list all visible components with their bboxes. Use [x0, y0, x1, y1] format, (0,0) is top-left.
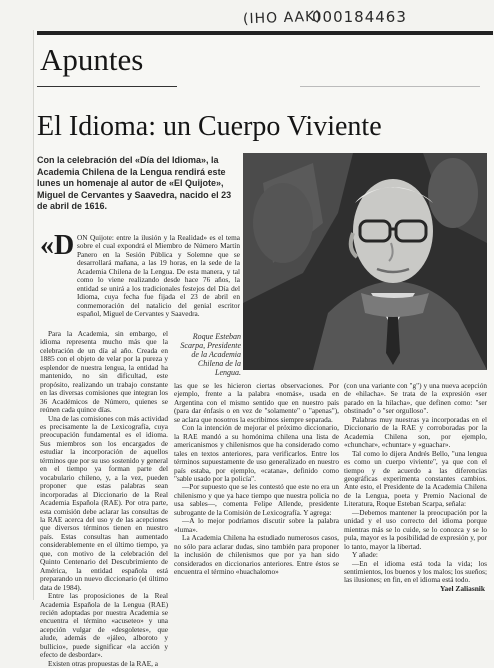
paragraph: La Academia Chilena ha estudiado numerosos casos, no sólo para aclarar dudas, sino también para proponer la inclusión de chilenismos que por ya han sido considerados en diccionarios anteriores. Entre éstos se encuentra el término «huachalomo» [174, 533, 339, 576]
paragraph: Para la Academia, sin embargo, el idioma representa mucho más que la celebración de un día al año. Creada en 1885 con el objeto de velar por la pureza y esplendor de nuestra lengua, la entidad ha mantenido, no sin dificultad, este propósito, realizando un trabajo constante en las diversas comisiones que integran los 36 Académicos de Número, quienes se reúnen cada quince días. [40, 329, 168, 415]
photo-caption: Roque Esteban Scarpa, Presidente de la Academia Chilena de la Lengua. [180, 332, 241, 377]
article-column-1 [40, 329, 168, 668]
paragraph: —En el idioma está toda la vida; los sentimientos, los buenos y los malos; los sueños; las ilusiones; en fin, en el idioma está todo. [344, 558, 487, 585]
handwritten-reference: (IHO AAK) [242, 8, 323, 28]
paragraph: —A lo mejor podríamos discutir sobre la palabra «luma». [174, 516, 339, 534]
kicker-rule [37, 86, 177, 87]
paragraph: Entre las proposiciones de la Real Academia Española de la Lengua (RAE) recién adoptadas por nuestra Academia se encuentra el término «acuseteo» y una acepción vulgar de «desgoletes», que alude, además de «jáleo, alboroto y bullicio», puede significar «la acción y efecto de desbordar». [40, 591, 168, 660]
article-headline: El Idioma: un Cuerpo Viviente [37, 111, 382, 142]
article-byline: Yael Zaliasnik [440, 584, 485, 593]
paragraph: —Debemos mantener la preocupación por la unidad y el uso correcto del idioma porque mientras más se lo cuide, se lo conozca y se lo pula, mayor es la posibilidad de expresión y, por lo tanto, mayor la libertad. [344, 507, 487, 551]
article-column-1-opening [77, 234, 240, 330]
paragraph: Una de las comisiones con más actividad es precisamente la de Lexicografía, cuya preocupación fundamental es el idioma. Sus miembros son los encargados de estudiar la incorporación de aquellos términos que por su uso sostenido y general en el tiempo ya forman parte del vocabulario chileno, y, a la vez, pueden proponer que estas palabras sean incorporadas al Diccionario de la Real Academia Española (RAE). Por otra parte, esta comisión debe aclarar las consultas de la RAE acerca del uso y de las acepciones que diversos términos tienen en nuestro país. Estas consultas han aumentado considerablemente en el último tiempo, ya que, con motivo de la celebración del Quinto Centenario del Descubrimiento de América, la entidad española está preparando un nuevo diccionario (el último data de 1984). [40, 413, 168, 592]
article-column-2 [174, 382, 339, 600]
paragraph: las que se les hicieron ciertas observaciones. Por ejemplo, frente a la palabra «nomás», usada en Argentina con el mismo sentido que en nuestro país (para dar énfasis o en vez de "solamente" o "apenas"), se aclara que nosotros la escribimos siempre separada. [174, 381, 339, 424]
handwritten-catalog-number: 000184463 [312, 8, 407, 26]
section-kicker: Apuntes [40, 42, 144, 77]
drop-cap: «D [40, 230, 75, 261]
paragraph: (con una variante con "g") y una nueva acepción de «hilacha». Se trata de la expresión «ser parado en la hilacha», que definen como: "ser obstinado" o "ser orgulloso". [344, 381, 487, 416]
paragraph: Y añade: [352, 550, 378, 560]
kicker-rule-right [300, 86, 480, 87]
article-lead: Con la celebración del «Día del Idioma», la Academia Chilena de la Lengua rendirá este lunes un homenaje al autor de «El Quijote», Miguel de Cervantes y Saavedra, nacido el 23 de abril de 1616. [37, 155, 232, 212]
paragraph: Tal como lo dijera Andrés Bello, "una lengua es como un cuerpo viviente", ya que con el tiempo y de acuerdo a las diferencias geográficas experimenta constantes cambios. Ante esto, el Presidente de la Academia Chilena de la Lengua, poeta y Premio Nacional de Literatura, Roque Esteban Scarpa, señala: [344, 448, 487, 509]
paragraph: —Por supuesto que se les contestó que este no era un chilenismo y que ya hace tiempo que nuestra policía no usa sables—, comenta Felipe Allende, presidente subrogante de la Comisión de Lexicografía. Y agrega: [174, 482, 339, 517]
paragraph: Existen otras propuestas de la RAE, a [48, 658, 159, 668]
article-column-3 [344, 381, 487, 585]
paragraph: Con la intención de mejorar el próximo diccionario, la RAE mandó a su homónima chilena una lista de americanismos y chilenismos que ha considerado como tales en textos anteriores, para verificarlos. Entre los términos supuestamente de uso generalizado en nuestro país estaba, por ejemplo, «catana», definido como "sable usado por la policía". [174, 423, 339, 483]
paragraph: Palabras muy nuestras ya incorporadas en el Diccionario de la RAE y corroboradas por la Academia Chilena son, por ejemplo, «chunchar», «chuntar» y «guachar». [344, 414, 487, 450]
paragraph: ON Quijote: entre la ilusión y la Realidad» es el tema sobre el cual expondrá el Miembro de Número Martín Panero en la Sesión Pública y Solemne que se desarrollará mañana, a las 19 horas, en la sede de la Academia Chilena de la Lengua. De esta manera, y tal como lo viene realizando desde hace 76 años, la entidad se unirá a los tradicionales festejos del Día del Idioma, cuya fecha fue fijada el 23 de abril en conmemoración del natalicio del genial escritor español, Miguel de Cervantes y Saavedra. [77, 233, 240, 319]
portrait-photo [243, 153, 487, 370]
top-rule [37, 31, 493, 35]
